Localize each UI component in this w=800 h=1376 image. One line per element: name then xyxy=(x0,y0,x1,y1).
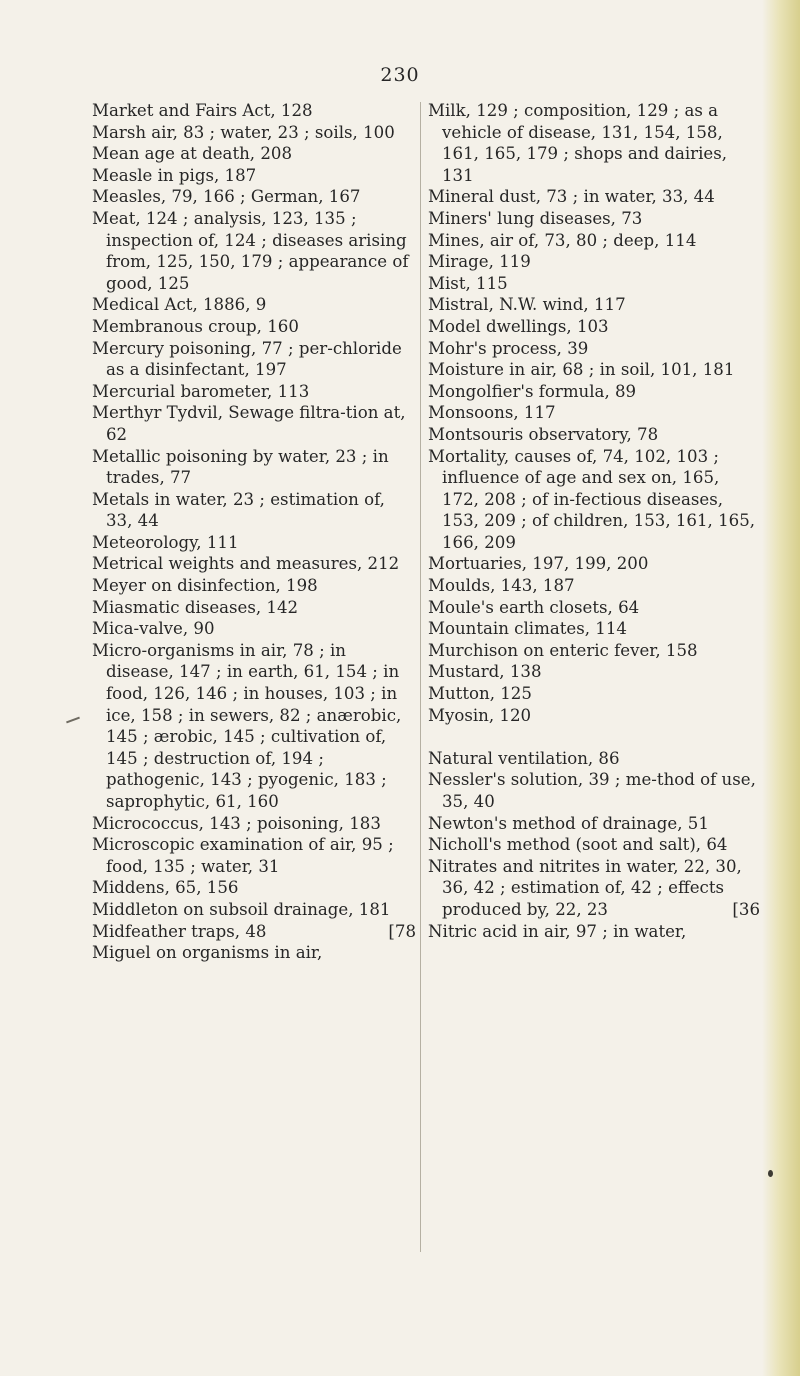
index-entry: Mirage, 119 xyxy=(428,252,531,272)
index-entry: Marsh air, 83 ; water, 23 ; soils, 100 xyxy=(92,122,395,142)
index-entry: Mist, 115 xyxy=(428,273,508,293)
index-entry: Mistral, N.W. wind, 117 xyxy=(428,295,626,315)
index-entry: Metals in water, 23 ; estimation of, 33, 44 xyxy=(92,489,385,531)
right-index-column xyxy=(428,100,760,942)
index-entry: Membranous croup, 160 xyxy=(92,316,299,336)
ink-speck xyxy=(768,1170,773,1177)
index-entry: Merthyr Tydvil, Sewage filtra-tion at, 62 xyxy=(92,403,406,444)
index-entry: Meat, 124 ; analysis, 123, 135 ; inspection of, 124 ; diseases arising from, 125, 150, 179 ; appearance of good, 125 xyxy=(92,208,409,293)
index-entry: Measles, 79, 166 ; German, 167 xyxy=(92,187,361,207)
index-entry: Meteorology, 111 xyxy=(92,532,239,552)
index-entry: Moulds, 143, 187 xyxy=(428,576,575,596)
catchword: [36 xyxy=(732,899,760,919)
index-entry: Natural ventilation, 86 xyxy=(428,748,620,768)
index-entry: Metallic poisoning by water, 23 ; in trades, 77 xyxy=(92,446,389,488)
index-entry: Mustard, 138 xyxy=(428,662,542,682)
index-entry: Medical Act, 1886, 9 xyxy=(92,295,267,315)
page-number: 230 xyxy=(380,64,420,86)
index-entry: Myosin, 120 xyxy=(428,705,532,725)
index-entry: Moisture in air, 68 ; in soil, 101, 181 xyxy=(428,360,735,380)
index-entry-with-catchword xyxy=(428,856,760,921)
left-index-column xyxy=(92,100,416,964)
index-entry: Mongolfier's formula, 89 xyxy=(428,381,637,401)
index-entry: Miguel on organisms in air, xyxy=(92,943,323,963)
index-entry: Nessler's solution, 39 ; me-thod of use, 35, 40 xyxy=(428,770,756,811)
index-entry: Midfeather traps, 48 xyxy=(92,921,267,941)
index-entry: Miasmatic diseases, 142 xyxy=(92,597,299,617)
index-entry: Newton's method of drainage, 51 xyxy=(428,813,709,833)
index-entry: Milk, 129 ; composition, 129 ; as a vehicle of disease, 131, 154, 158, 161, 165, 179 ; shops and dairies, 131 xyxy=(428,101,728,185)
index-entry: Mean age at death, 208 xyxy=(92,144,293,164)
index-entry: Mercurial barometer, 113 xyxy=(92,381,310,401)
page-edge xyxy=(762,0,800,1376)
index-entry: Micrococcus, 143 ; poisoning, 183 xyxy=(92,813,381,833)
index-entry: Model dwellings, 103 xyxy=(428,316,609,336)
index-entry: Metrical weights and measures, 212 xyxy=(92,554,400,574)
section-gap xyxy=(428,726,760,748)
index-entry: Meyer on disinfection, 198 xyxy=(92,576,318,596)
index-entry: Measle in pigs, 187 xyxy=(92,165,257,185)
index-entry: Moule's earth closets, 64 xyxy=(428,597,640,617)
index-entry: Nicholl's method (soot and salt), 64 xyxy=(428,835,728,855)
index-entry: Nitric acid in air, 97 ; in water, xyxy=(428,921,687,941)
index-entry: Mountain climates, 114 xyxy=(428,619,627,639)
index-entry: Mutton, 125 xyxy=(428,684,532,704)
index-entry: Middleton on subsoil drainage, 181 xyxy=(92,899,391,919)
catchword: [78 xyxy=(388,921,416,941)
index-entry-with-catchword xyxy=(92,921,416,943)
index-entry: Montsouris observatory, 78 xyxy=(428,424,659,444)
margin-mark xyxy=(66,717,80,724)
index-entry: Market and Fairs Act, 128 xyxy=(92,101,313,120)
index-entry: Mineral dust, 73 ; in water, 33, 44 xyxy=(428,187,715,207)
index-entry: Mercury poisoning, 77 ; per-chloride as a disinfectant, 197 xyxy=(92,338,402,380)
column-divider xyxy=(420,102,421,1252)
index-entry: Mortuaries, 197, 199, 200 xyxy=(428,554,649,574)
index-entry: Nitrates and nitrites in water, 22, 30, 36, 42 ; estimation of, 42 ; effects produced by, 22, 23 xyxy=(428,856,742,919)
index-entry: Mines, air of, 73, 80 ; deep, 114 xyxy=(428,230,697,250)
index-entry: Microscopic examination of air, 95 ; food, 135 ; water, 31 xyxy=(92,835,394,876)
index-entry: Mortality, causes of, 74, 102, 103 ; influence of age and sex on, 165, 172, 208 ; of in-fectious diseases, 153, 209 ; of children, 153, 161, 165, 166, 209 xyxy=(428,446,756,552)
index-entry: Middens, 65, 156 xyxy=(92,878,239,898)
index-entry: Miners' lung diseases, 73 xyxy=(428,208,643,228)
index-entry: Micro-organisms in air, 78 ; in disease, 147 ; in earth, 61, 154 ; in food, 126, 146 ; in houses, 103 ; in ice, 158 ; in sewers, 82 ; anærobic, 145 ; ærobic, 145 ; cultivation of, 145 ; destruction of, 194 ; pathogenic, 143 ; pyogenic, 183 ; saprophytic, 61, 160 xyxy=(92,640,402,811)
index-entry: Mohr's process, 39 xyxy=(428,338,589,358)
index-entry: Murchison on enteric fever, 158 xyxy=(428,640,698,660)
index-entry: Mica-valve, 90 xyxy=(92,619,215,639)
index-entry: Monsoons, 117 xyxy=(428,403,556,423)
